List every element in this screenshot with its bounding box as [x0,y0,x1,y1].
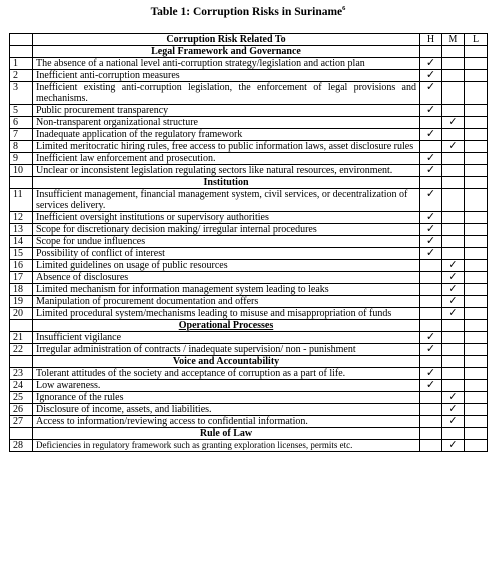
rating-m-cell [442,153,465,165]
rating-l-cell [465,117,488,129]
rating-m-cell [442,284,465,296]
section-heading: Legal Framework and Governance [33,46,420,58]
row-number: 6 [10,117,33,129]
check-mark-icon: ✓ [425,81,436,93]
header-medium: M [442,34,465,46]
rating-h-cell [420,248,442,260]
risk-description: Inadequate application of the regulatory framework [33,129,420,141]
rating-h-cell [420,129,442,141]
footnote-marker: 6 [342,5,346,13]
section-heading: Voice and Accountability [33,356,420,368]
rating-l-cell [465,368,488,380]
check-mark-icon: ✓ [425,343,436,355]
rating-h-cell [420,380,442,392]
section-rating-cell [420,428,442,440]
rating-m-cell [442,416,465,428]
row-number: 23 [10,368,33,380]
row-number: 26 [10,404,33,416]
section-rating-cell [442,46,465,58]
row-number: 11 [10,189,33,212]
table-row [10,368,488,380]
section-rating-cell [420,46,442,58]
rating-h-cell [420,308,442,320]
row-number: 8 [10,141,33,153]
rating-l-cell [465,129,488,141]
rating-h-cell [420,404,442,416]
section-row [10,428,488,440]
rating-h-cell [420,212,442,224]
rating-l-cell [465,141,488,153]
rating-l-cell [465,344,488,356]
rating-h-cell [420,58,442,70]
rating-m-cell [442,117,465,129]
row-number: 9 [10,153,33,165]
table-row [10,58,488,70]
table-row [10,440,488,452]
section-rating-cell [465,320,488,332]
table-row [10,189,488,212]
section-row [10,320,488,332]
rating-l-cell [465,189,488,212]
row-number: 27 [10,416,33,428]
rating-m-cell [442,392,465,404]
rating-h-cell [420,70,442,82]
table-row [10,332,488,344]
rating-l-cell [465,404,488,416]
row-number: 21 [10,332,33,344]
section-rating-cell [442,428,465,440]
section-rating-cell [420,320,442,332]
check-mark-icon: ✓ [448,259,458,271]
header-low: L [465,34,488,46]
table-row [10,248,488,260]
rating-h-cell [420,82,442,105]
rating-h-cell [420,236,442,248]
rating-h-cell [420,284,442,296]
rating-h-cell [420,440,442,452]
risk-description: Access to information/reviewing access to confidential information. [33,416,420,428]
rating-l-cell [465,284,488,296]
rating-m-cell [442,440,465,452]
table-title [0,5,496,19]
table-row [10,260,488,272]
rating-m-cell [442,189,465,212]
risk-description: Insufficient management, financial management system, civil services, or decentralization of services delivery. [33,189,420,212]
table-row [10,236,488,248]
section-rating-cell [465,356,488,368]
table-row [10,105,488,117]
table-row [10,141,488,153]
row-number: 12 [10,212,33,224]
rating-h-cell [420,272,442,284]
risk-description: Limited procedural system/mechanisms leading to misuse and misappropriation of funds [33,308,420,320]
check-mark-icon: ✓ [448,307,458,319]
check-mark-icon: ✓ [425,188,436,200]
rating-l-cell [465,308,488,320]
rating-h-cell [420,105,442,117]
risk-description: Limited meritocratic hiring rules, free access to public information laws, asset disclosure rules [33,141,420,153]
section-rating-cell [420,177,442,189]
rating-l-cell [465,165,488,177]
table-row [10,82,488,105]
rating-l-cell [465,380,488,392]
table-header-row [10,34,488,46]
row-number: 18 [10,284,33,296]
table-row [10,308,488,320]
risk-description: Deficiencies in regulatory framework such as granting exploration licenses, permits etc. [33,440,420,452]
rating-l-cell [465,82,488,105]
rating-m-cell [442,308,465,320]
rating-l-cell [465,296,488,308]
risk-description: Inefficient existing anti-corruption legislation, the enforcement of legal provisions and mechanisms. [33,82,420,105]
check-mark-icon: ✓ [425,128,436,140]
rating-m-cell [442,212,465,224]
section-heading: Operational Processes [33,320,420,332]
rating-h-cell [420,344,442,356]
table-row [10,117,488,129]
rating-l-cell [465,70,488,82]
row-number: 2 [10,70,33,82]
rating-h-cell [420,141,442,153]
row-number: 10 [10,165,33,177]
rating-h-cell [420,296,442,308]
section-rating-cell [442,356,465,368]
section-num-cell [10,320,33,332]
rating-m-cell [442,236,465,248]
section-heading: Rule of Law [33,428,420,440]
risk-description: Insufficient vigilance [33,332,420,344]
section-rating-cell [442,177,465,189]
check-mark-icon: ✓ [425,223,436,235]
table-row [10,272,488,284]
risk-description: Tolerant attitudes of the society and acceptance of corruption as a part of life. [33,368,420,380]
table-row [10,344,488,356]
rating-m-cell [442,129,465,141]
rating-h-cell [420,153,442,165]
rating-m-cell [442,344,465,356]
row-number: 22 [10,344,33,356]
risk-description: Limited guidelines on usage of public resources [33,260,420,272]
rating-l-cell [465,416,488,428]
table-row [10,129,488,141]
row-number: 16 [10,260,33,272]
check-mark-icon: ✓ [425,331,436,343]
table-row [10,392,488,404]
risk-description: Inefficient law enforcement and prosecution. [33,153,420,165]
section-rating-cell [465,46,488,58]
rating-m-cell [442,70,465,82]
risk-description: Scope for undue influences [33,236,420,248]
rating-m-cell [442,82,465,105]
risk-description: Ignorance of the rules [33,392,420,404]
table-title-text: Table 1: Corruption Risks in Suriname [150,6,343,18]
row-number: 17 [10,272,33,284]
table-row [10,284,488,296]
rating-m-cell [442,165,465,177]
check-mark-icon: ✓ [425,211,436,223]
row-number: 19 [10,296,33,308]
rating-m-cell [442,260,465,272]
header-high: H [420,34,442,46]
rating-l-cell [465,332,488,344]
corruption-risk-table [9,33,488,452]
rating-m-cell [442,141,465,153]
rating-h-cell [420,368,442,380]
check-mark-icon: ✓ [425,379,436,391]
risk-description: Inefficient anti-corruption measures [33,70,420,82]
row-number: 5 [10,105,33,117]
header-num-cell [10,34,33,46]
check-mark-icon: ✓ [425,57,436,69]
row-number: 14 [10,236,33,248]
risk-description: Possibility of conflict of interest [33,248,420,260]
check-mark-icon: ✓ [425,104,436,116]
rating-h-cell [420,392,442,404]
rating-l-cell [465,260,488,272]
risk-description: Non-transparent organizational structure [33,117,420,129]
rating-h-cell [420,224,442,236]
rating-h-cell [420,332,442,344]
section-rating-cell [465,177,488,189]
rating-h-cell [420,165,442,177]
check-mark-icon: ✓ [448,391,458,403]
check-mark-icon: ✓ [425,164,436,176]
check-mark-icon: ✓ [448,295,458,307]
rating-m-cell [442,380,465,392]
check-mark-icon: ✓ [448,439,458,451]
risk-description: Unclear or inconsistent legislation regulating sectors like natural resources, environment. [33,165,420,177]
section-rating-cell [420,356,442,368]
risk-description: Absence of disclosures [33,272,420,284]
rating-l-cell [465,272,488,284]
check-mark-icon: ✓ [448,403,458,415]
risk-description: Public procurement transparency [33,105,420,117]
section-num-cell [10,46,33,58]
table-row [10,224,488,236]
check-mark-icon: ✓ [448,283,458,295]
risk-description: Low awareness. [33,380,420,392]
risk-description: Scope for discretionary decision making/ irregular internal procedures [33,224,420,236]
section-num-cell [10,428,33,440]
rating-l-cell [465,224,488,236]
rating-m-cell [442,272,465,284]
rating-m-cell [442,224,465,236]
rating-l-cell [465,105,488,117]
table-row [10,380,488,392]
table-row [10,416,488,428]
table-row [10,212,488,224]
table-row [10,296,488,308]
section-rating-cell [442,320,465,332]
rating-l-cell [465,58,488,70]
row-number: 7 [10,129,33,141]
rating-m-cell [442,105,465,117]
check-mark-icon: ✓ [448,140,458,152]
risk-description: The absence of a national level anti-corruption strategy/legislation and action plan [33,58,420,70]
header-risk: Corruption Risk Related To [33,34,420,46]
row-number: 25 [10,392,33,404]
row-number: 20 [10,308,33,320]
rating-l-cell [465,236,488,248]
check-mark-icon: ✓ [425,235,436,247]
rating-m-cell [442,332,465,344]
rating-m-cell [442,404,465,416]
row-number: 13 [10,224,33,236]
risk-description: Limited mechanism for information management system leading to leaks [33,284,420,296]
rating-l-cell [465,153,488,165]
check-mark-icon: ✓ [425,247,436,259]
rating-h-cell [420,416,442,428]
rating-m-cell [442,58,465,70]
rating-m-cell [442,248,465,260]
rating-l-cell [465,212,488,224]
section-rating-cell [465,428,488,440]
section-row [10,46,488,58]
section-row [10,177,488,189]
check-mark-icon: ✓ [425,367,436,379]
row-number: 28 [10,440,33,452]
table-row [10,404,488,416]
rating-l-cell [465,392,488,404]
rating-l-cell [465,248,488,260]
section-heading: Institution [33,177,420,189]
risk-description: Inefficient oversight institutions or supervisory authorities [33,212,420,224]
table-row [10,165,488,177]
risk-description: Disclosure of income, assets, and liabilities. [33,404,420,416]
check-mark-icon: ✓ [448,116,458,128]
row-number: 1 [10,58,33,70]
row-number: 15 [10,248,33,260]
check-mark-icon: ✓ [425,69,436,81]
table-row [10,153,488,165]
check-mark-icon: ✓ [448,415,458,427]
row-number: 3 [10,82,33,105]
rating-m-cell [442,368,465,380]
rating-h-cell [420,117,442,129]
risk-description: Manipulation of procurement documentation and offers [33,296,420,308]
table-row [10,70,488,82]
check-mark-icon: ✓ [448,271,458,283]
section-num-cell [10,356,33,368]
rating-h-cell [420,260,442,272]
rating-h-cell [420,189,442,212]
risk-description: Irregular administration of contracts / inadequate supervision/ non - punishment [33,344,420,356]
section-num-cell [10,177,33,189]
rating-m-cell [442,296,465,308]
row-number: 24 [10,380,33,392]
check-mark-icon: ✓ [425,152,436,164]
rating-l-cell [465,440,488,452]
section-row [10,356,488,368]
